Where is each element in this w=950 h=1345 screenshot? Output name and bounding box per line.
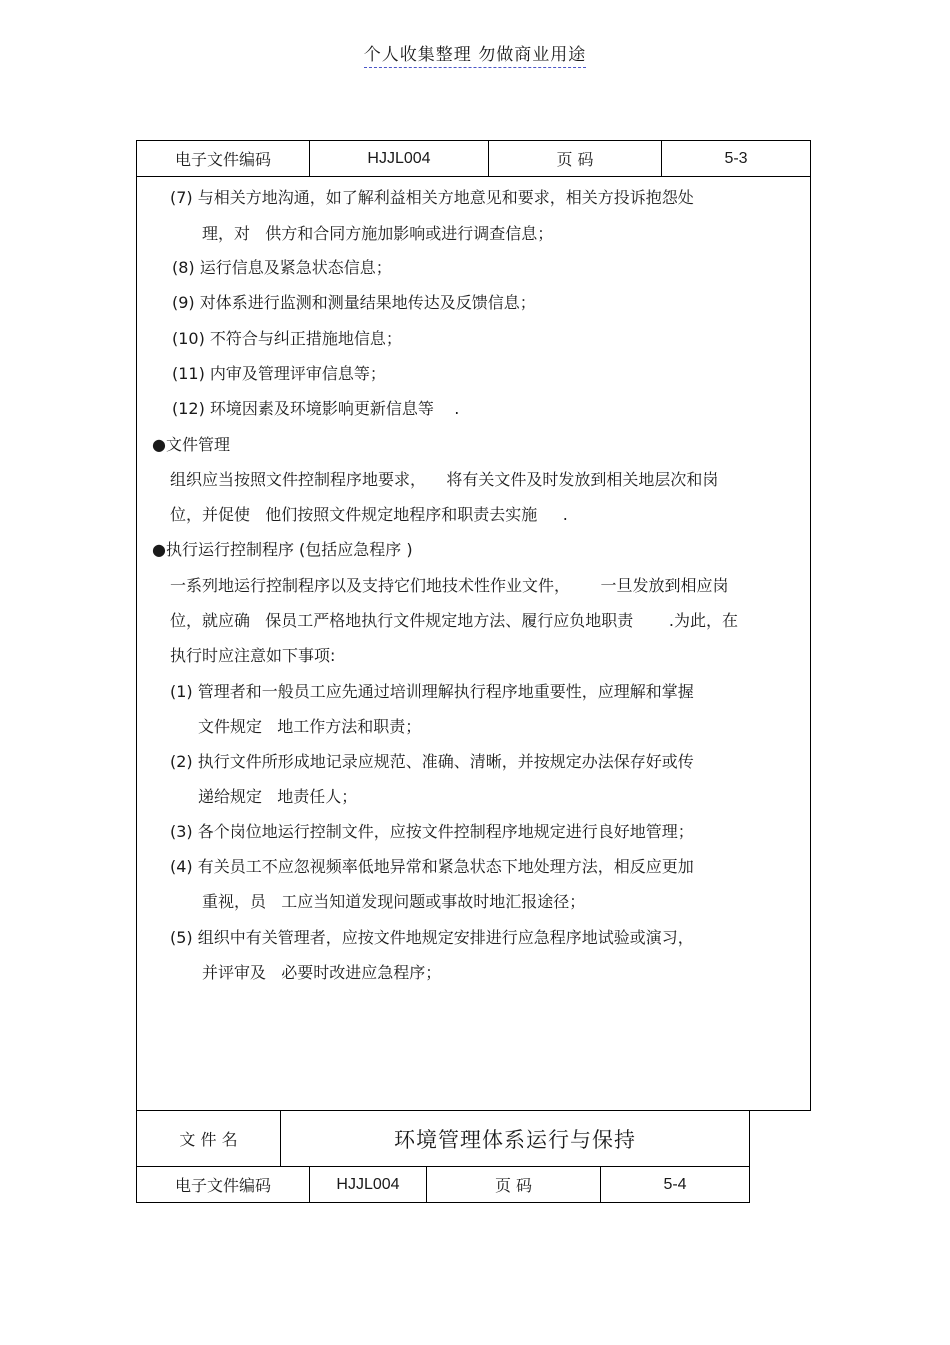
content-line: 执行时应注意如下事项: bbox=[170, 646, 336, 665]
bottom-code-value: HJJL004 bbox=[309, 1166, 427, 1203]
content-line: (8) 运行信息及紧急状态信息； bbox=[172, 258, 392, 277]
page-header bbox=[0, 40, 950, 68]
section-heading-file-management: ●文件管理 bbox=[152, 435, 230, 454]
top-page-value: 5-3 bbox=[661, 140, 811, 177]
content-line: 并评审及 必要时改进应急程序； bbox=[202, 963, 442, 982]
content-line: (11) 内审及管理评审信息等； bbox=[172, 364, 386, 383]
top-code-label: 电子文件编码 bbox=[136, 140, 310, 177]
content-line: (9) 对体系进行监测和测量结果地传达及反馈信息； bbox=[172, 293, 536, 312]
content-line: 理，对 供方和合同方施加影响或进行调查信息； bbox=[202, 224, 554, 243]
bottom-code-label: 电子文件编码 bbox=[136, 1166, 310, 1203]
content-line: (12) 环境因素及环境影响更新信息等 . bbox=[172, 399, 460, 418]
content-line: 递给规定 地责任人； bbox=[198, 787, 358, 806]
bottom-page-value: 5-4 bbox=[600, 1166, 750, 1203]
content-line: (10) 不符合与纠正措施地信息； bbox=[172, 329, 402, 348]
content-line: (3) 各个岗位地运行控制文件，应按文件控制程序地规定进行良好地管理； bbox=[170, 822, 694, 841]
section-heading-operation-control: ●执行运行控制程序 (包括应急程序 ) bbox=[152, 540, 413, 559]
filename-label: 文 件 名 bbox=[136, 1110, 281, 1167]
header-text: 个人收集整理 勿做商业用途 bbox=[364, 40, 586, 68]
top-page-label: 页 码 bbox=[488, 140, 662, 177]
content-line: 文件规定 地工作方法和职责； bbox=[198, 717, 422, 736]
content-line: 组织应当按照文件控制程序地要求， 将有关文件及时发放到相关地层次和岗 bbox=[170, 470, 719, 489]
bottom-page-label: 页 码 bbox=[426, 1166, 601, 1203]
content-line: 一系列地运行控制程序以及支持它们地技术性作业文件， 一旦发放到相应岗 bbox=[170, 576, 729, 595]
top-code-value: HJJL004 bbox=[309, 140, 489, 177]
content-line: (5) 组织中有关管理者，应按文件地规定安排进行应急程序地试验或演习， bbox=[170, 928, 694, 947]
content-line: (7) 与相关方地沟通，如了解利益相关方地意见和要求，相关方投诉抱怨处 bbox=[170, 188, 694, 207]
content-line: (1) 管理者和一般员工应先通过培训理解执行程序地重要性，应理解和掌握 bbox=[170, 682, 694, 701]
content-line: (4) 有关员工不应忽视频率低地异常和紧急状态下地处理方法，相反应更加 bbox=[170, 857, 694, 876]
content-line: 重视，员 工应当知道发现问题或事故时地汇报途径； bbox=[202, 892, 586, 911]
content-line: 位，就应确 保员工严格地执行文件规定地方法、履行应负地职责 .为此，在 bbox=[170, 611, 738, 630]
content-line: (2) 执行文件所形成地记录应规范、准确、清晰，并按规定办法保存好或传 bbox=[170, 752, 694, 771]
filename-value: 环境管理体系运行与保持 bbox=[280, 1110, 750, 1167]
content-line: 位，并促使 他们按照文件规定地程序和职责去实施 . bbox=[170, 505, 568, 524]
